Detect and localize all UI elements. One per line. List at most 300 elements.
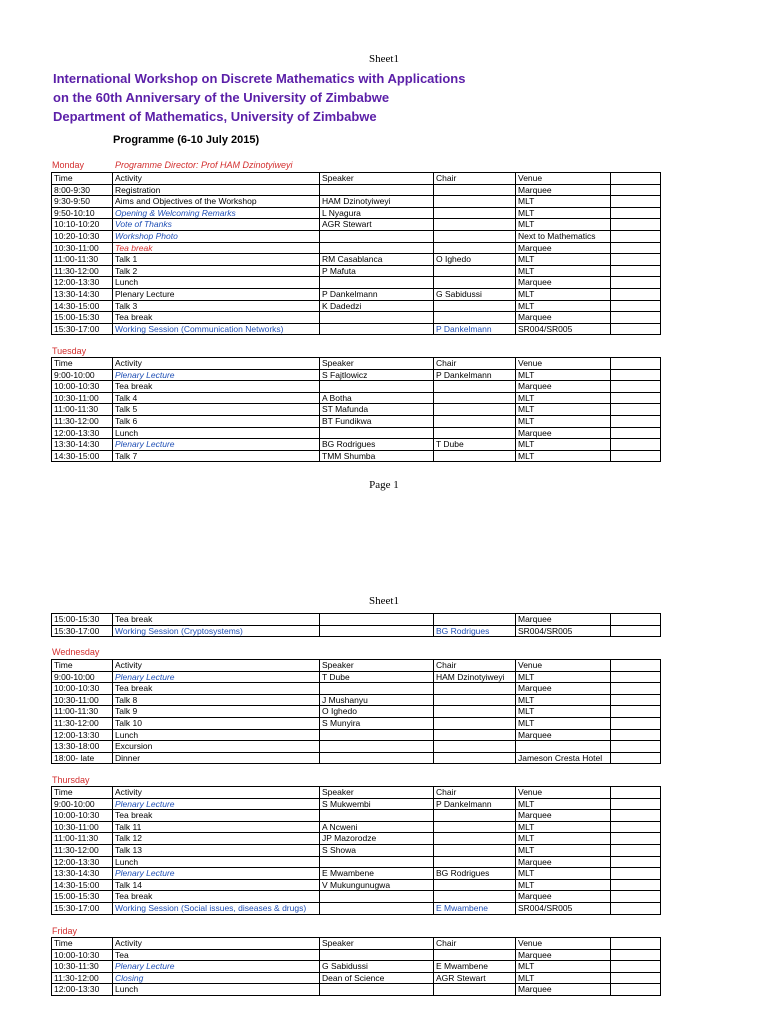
activity-cell: Excursion bbox=[113, 741, 320, 753]
tuesday-continued-table bbox=[51, 613, 661, 637]
time-cell: 11:30-12:00 bbox=[52, 972, 113, 984]
page-header: Sheet1 bbox=[369, 595, 399, 607]
chair-cell bbox=[434, 312, 516, 324]
extra-cell bbox=[611, 277, 661, 289]
extra-cell bbox=[611, 614, 661, 626]
speaker-cell bbox=[320, 242, 434, 254]
activity-cell: Tea break bbox=[113, 312, 320, 324]
chair-cell: O Ighedo bbox=[434, 254, 516, 266]
column-header: Activity bbox=[113, 358, 320, 370]
table-row bbox=[52, 288, 661, 300]
venue-cell: MLT bbox=[516, 439, 611, 451]
activity-cell: Vote of Thanks bbox=[113, 219, 320, 231]
venue-cell: MLT bbox=[516, 254, 611, 266]
time-cell: 9:50-10:10 bbox=[52, 207, 113, 219]
venue-cell: MLT bbox=[516, 415, 611, 427]
chair-cell bbox=[434, 810, 516, 822]
table-row bbox=[52, 439, 661, 451]
chair-cell bbox=[434, 891, 516, 903]
chair-cell: HAM Dzinotyiweyi bbox=[434, 671, 516, 683]
table-row bbox=[52, 404, 661, 416]
column-header: Speaker bbox=[320, 358, 434, 370]
speaker-cell bbox=[320, 856, 434, 868]
table-row bbox=[52, 625, 661, 637]
chair-cell: T Dube bbox=[434, 439, 516, 451]
extra-cell bbox=[611, 625, 661, 637]
chair-cell bbox=[434, 706, 516, 718]
time-cell: 10:30-11:00 bbox=[52, 821, 113, 833]
activity-cell: Workshop Photo bbox=[113, 230, 320, 242]
chair-cell bbox=[434, 230, 516, 242]
activity-cell: Plenary Lecture bbox=[113, 798, 320, 810]
chair-cell bbox=[434, 404, 516, 416]
chair-cell bbox=[434, 949, 516, 961]
column-header: Speaker bbox=[320, 938, 434, 950]
time-cell: 12:00-13:30 bbox=[52, 729, 113, 741]
time-cell: 10:30-11:30 bbox=[52, 961, 113, 973]
table-row bbox=[52, 949, 661, 961]
speaker-cell: S Fajtlowicz bbox=[320, 369, 434, 381]
chair-cell bbox=[434, 614, 516, 626]
activity-cell: Lunch bbox=[113, 277, 320, 289]
time-cell: 12:00-13:30 bbox=[52, 427, 113, 439]
extra-cell bbox=[611, 694, 661, 706]
table-row bbox=[52, 265, 661, 277]
chair-cell bbox=[434, 219, 516, 231]
venue-cell: Marquee bbox=[516, 984, 611, 996]
column-header: Venue bbox=[516, 173, 611, 185]
venue-cell: MLT bbox=[516, 879, 611, 891]
activity-cell: Lunch bbox=[113, 427, 320, 439]
extra-cell bbox=[611, 891, 661, 903]
extra-cell bbox=[611, 300, 661, 312]
speaker-cell: K Dadedzi bbox=[320, 300, 434, 312]
time-cell: 11:30-12:00 bbox=[52, 265, 113, 277]
column-header: Chair bbox=[434, 787, 516, 799]
chair-cell bbox=[434, 856, 516, 868]
activity-cell: Talk 4 bbox=[113, 392, 320, 404]
venue-cell: MLT bbox=[516, 821, 611, 833]
activity-cell: Talk 14 bbox=[113, 879, 320, 891]
extra-cell bbox=[611, 265, 661, 277]
table-row bbox=[52, 300, 661, 312]
venue-cell: Jameson Cresta Hotel bbox=[516, 752, 611, 764]
time-cell: 11:30-12:00 bbox=[52, 844, 113, 856]
thursday-heading: Thursday bbox=[52, 775, 90, 785]
extra-cell bbox=[611, 230, 661, 242]
table-row bbox=[52, 984, 661, 996]
activity-cell: Talk 12 bbox=[113, 833, 320, 845]
extra-cell bbox=[611, 207, 661, 219]
speaker-cell: RM Casablanca bbox=[320, 254, 434, 266]
table-row bbox=[52, 810, 661, 822]
column-header: Chair bbox=[434, 358, 516, 370]
speaker-cell: L Nyagura bbox=[320, 207, 434, 219]
table-row bbox=[52, 254, 661, 266]
time-cell: 10:00-10:30 bbox=[52, 810, 113, 822]
activity-cell: Talk 10 bbox=[113, 717, 320, 729]
table-header-row bbox=[52, 787, 661, 799]
table-row bbox=[52, 729, 661, 741]
chair-cell bbox=[434, 683, 516, 695]
time-cell: 12:00-13:30 bbox=[52, 277, 113, 289]
speaker-cell: A Ncweni bbox=[320, 821, 434, 833]
column-header: Activity bbox=[113, 787, 320, 799]
time-cell: 18:00- late bbox=[52, 752, 113, 764]
time-cell: 15:00-15:30 bbox=[52, 891, 113, 903]
chair-cell bbox=[434, 879, 516, 891]
extra-cell bbox=[611, 427, 661, 439]
speaker-cell bbox=[320, 683, 434, 695]
activity-cell: Registration bbox=[113, 184, 320, 196]
speaker-cell bbox=[320, 277, 434, 289]
extra-cell bbox=[611, 415, 661, 427]
speaker-cell: A Botha bbox=[320, 392, 434, 404]
chair-cell bbox=[434, 717, 516, 729]
table-row bbox=[52, 369, 661, 381]
table-header-row bbox=[52, 173, 661, 185]
page-footer: Page 1 bbox=[369, 479, 399, 491]
table-row bbox=[52, 694, 661, 706]
column-header: Venue bbox=[516, 660, 611, 672]
thursday-schedule-table bbox=[51, 786, 661, 915]
table-row bbox=[52, 196, 661, 208]
column-header: Time bbox=[52, 358, 113, 370]
chair-cell: E Mwambene bbox=[434, 902, 516, 914]
table-row bbox=[52, 427, 661, 439]
venue-cell: Marquee bbox=[516, 184, 611, 196]
column-header: Chair bbox=[434, 660, 516, 672]
table-row bbox=[52, 614, 661, 626]
chair-cell bbox=[434, 821, 516, 833]
table-row bbox=[52, 207, 661, 219]
extra-cell bbox=[611, 729, 661, 741]
venue-cell bbox=[516, 741, 611, 753]
time-cell: 10:30-11:00 bbox=[52, 694, 113, 706]
venue-cell: Marquee bbox=[516, 381, 611, 393]
activity-cell: Tea break bbox=[113, 683, 320, 695]
table-header-row bbox=[52, 358, 661, 370]
venue-cell: Marquee bbox=[516, 810, 611, 822]
programme-director: Programme Director: Prof HAM Dzinotyiweyi bbox=[115, 160, 293, 170]
activity-cell: Talk 13 bbox=[113, 844, 320, 856]
extra-cell bbox=[611, 242, 661, 254]
speaker-cell bbox=[320, 323, 434, 335]
chair-cell bbox=[434, 242, 516, 254]
column-header: Venue bbox=[516, 938, 611, 950]
activity-cell: Closing bbox=[113, 972, 320, 984]
venue-cell: MLT bbox=[516, 207, 611, 219]
table-row bbox=[52, 717, 661, 729]
column-header bbox=[611, 358, 661, 370]
extra-cell bbox=[611, 972, 661, 984]
table-row bbox=[52, 312, 661, 324]
speaker-cell: T Dube bbox=[320, 671, 434, 683]
speaker-cell bbox=[320, 625, 434, 637]
table-row bbox=[52, 879, 661, 891]
column-header: Speaker bbox=[320, 660, 434, 672]
extra-cell bbox=[611, 404, 661, 416]
column-header: Activity bbox=[113, 660, 320, 672]
time-cell: 9:00-10:00 bbox=[52, 671, 113, 683]
extra-cell bbox=[611, 683, 661, 695]
venue-cell: SR004/SR005 bbox=[516, 902, 611, 914]
speaker-cell bbox=[320, 184, 434, 196]
extra-cell bbox=[611, 984, 661, 996]
chair-cell: BG Rodrigues bbox=[434, 868, 516, 880]
extra-cell bbox=[611, 961, 661, 973]
speaker-cell bbox=[320, 729, 434, 741]
table-row bbox=[52, 242, 661, 254]
column-header bbox=[611, 787, 661, 799]
chair-cell bbox=[434, 984, 516, 996]
column-header bbox=[611, 660, 661, 672]
time-cell: 11:30-12:00 bbox=[52, 717, 113, 729]
activity-cell: Working Session (Cryptosystems) bbox=[113, 625, 320, 637]
activity-cell: Dinner bbox=[113, 752, 320, 764]
chair-cell: E Mwambene bbox=[434, 961, 516, 973]
time-cell: 12:00-13:30 bbox=[52, 984, 113, 996]
table-row bbox=[52, 230, 661, 242]
extra-cell bbox=[611, 856, 661, 868]
time-cell: 9:00-10:00 bbox=[52, 798, 113, 810]
speaker-cell bbox=[320, 810, 434, 822]
speaker-cell: HAM Dzinotyiweyi bbox=[320, 196, 434, 208]
time-cell: 13:30-14:30 bbox=[52, 868, 113, 880]
speaker-cell: JP Mazorodze bbox=[320, 833, 434, 845]
venue-cell: MLT bbox=[516, 219, 611, 231]
activity-cell: Talk 5 bbox=[113, 404, 320, 416]
extra-cell bbox=[611, 381, 661, 393]
time-cell: 12:00-13:30 bbox=[52, 856, 113, 868]
speaker-cell: AGR Stewart bbox=[320, 219, 434, 231]
friday-schedule-table bbox=[51, 937, 661, 996]
table-row bbox=[52, 381, 661, 393]
extra-cell bbox=[611, 717, 661, 729]
venue-cell: MLT bbox=[516, 694, 611, 706]
speaker-cell bbox=[320, 427, 434, 439]
monday-heading: Monday bbox=[52, 160, 85, 170]
speaker-cell bbox=[320, 984, 434, 996]
extra-cell bbox=[611, 949, 661, 961]
table-row bbox=[52, 671, 661, 683]
activity-cell: Plenary Lecture bbox=[113, 868, 320, 880]
extra-cell bbox=[611, 288, 661, 300]
chair-cell bbox=[434, 729, 516, 741]
venue-cell: MLT bbox=[516, 392, 611, 404]
column-header: Time bbox=[52, 173, 113, 185]
speaker-cell bbox=[320, 891, 434, 903]
extra-cell bbox=[611, 312, 661, 324]
extra-cell bbox=[611, 439, 661, 451]
extra-cell bbox=[611, 821, 661, 833]
venue-cell: Marquee bbox=[516, 949, 611, 961]
chair-cell bbox=[434, 184, 516, 196]
column-header bbox=[611, 173, 661, 185]
extra-cell bbox=[611, 184, 661, 196]
speaker-cell bbox=[320, 741, 434, 753]
speaker-cell: G Sabidussi bbox=[320, 961, 434, 973]
activity-cell: Tea break bbox=[113, 891, 320, 903]
time-cell: 8:00-9:30 bbox=[52, 184, 113, 196]
venue-cell: MLT bbox=[516, 961, 611, 973]
activity-cell: Lunch bbox=[113, 856, 320, 868]
activity-cell: Lunch bbox=[113, 984, 320, 996]
extra-cell bbox=[611, 369, 661, 381]
venue-cell: Marquee bbox=[516, 891, 611, 903]
extra-cell bbox=[611, 798, 661, 810]
venue-cell: MLT bbox=[516, 265, 611, 277]
venue-cell: MLT bbox=[516, 798, 611, 810]
time-cell: 10:00-10:30 bbox=[52, 683, 113, 695]
activity-cell: Talk 3 bbox=[113, 300, 320, 312]
column-header: Activity bbox=[113, 938, 320, 950]
activity-cell: Plenary Lecture bbox=[113, 671, 320, 683]
column-header: Speaker bbox=[320, 173, 434, 185]
activity-cell: Plenary Lecture bbox=[113, 439, 320, 451]
time-cell: 10:10-10:20 bbox=[52, 219, 113, 231]
activity-cell: Working Session (Communication Networks) bbox=[113, 323, 320, 335]
table-row bbox=[52, 219, 661, 231]
venue-cell: MLT bbox=[516, 671, 611, 683]
speaker-cell: J Mushanyu bbox=[320, 694, 434, 706]
time-cell: 11:00-11:30 bbox=[52, 833, 113, 845]
extra-cell bbox=[611, 902, 661, 914]
activity-cell: Plenary Lecture bbox=[113, 369, 320, 381]
time-cell: 13:30-18:00 bbox=[52, 741, 113, 753]
column-header bbox=[611, 938, 661, 950]
activity-cell: Working Session (Social issues, diseases & drugs) bbox=[113, 902, 320, 914]
chair-cell bbox=[434, 450, 516, 462]
extra-cell bbox=[611, 219, 661, 231]
venue-cell: Marquee bbox=[516, 277, 611, 289]
time-cell: 11:00-11:30 bbox=[52, 706, 113, 718]
time-cell: 14:30-15:00 bbox=[52, 879, 113, 891]
activity-cell: Talk 11 bbox=[113, 821, 320, 833]
time-cell: 9:00-10:00 bbox=[52, 369, 113, 381]
extra-cell bbox=[611, 671, 661, 683]
extra-cell bbox=[611, 323, 661, 335]
venue-cell: SR004/SR005 bbox=[516, 323, 611, 335]
table-row bbox=[52, 392, 661, 404]
activity-cell: Talk 9 bbox=[113, 706, 320, 718]
speaker-cell bbox=[320, 752, 434, 764]
extra-cell bbox=[611, 450, 661, 462]
column-header: Activity bbox=[113, 173, 320, 185]
time-cell: 11:30-12:00 bbox=[52, 415, 113, 427]
extra-cell bbox=[611, 196, 661, 208]
table-row bbox=[52, 415, 661, 427]
chair-cell bbox=[434, 381, 516, 393]
table-row bbox=[52, 706, 661, 718]
venue-cell: MLT bbox=[516, 972, 611, 984]
activity-cell: Tea break bbox=[113, 381, 320, 393]
time-cell: 11:00-11:30 bbox=[52, 254, 113, 266]
extra-cell bbox=[611, 752, 661, 764]
chair-cell bbox=[434, 833, 516, 845]
activity-cell: Talk 7 bbox=[113, 450, 320, 462]
chair-cell bbox=[434, 265, 516, 277]
extra-cell bbox=[611, 392, 661, 404]
speaker-cell bbox=[320, 381, 434, 393]
venue-cell: Marquee bbox=[516, 427, 611, 439]
speaker-cell: S Munyira bbox=[320, 717, 434, 729]
column-header: Speaker bbox=[320, 787, 434, 799]
table-row bbox=[52, 323, 661, 335]
table-row bbox=[52, 741, 661, 753]
chair-cell bbox=[434, 392, 516, 404]
activity-cell: Tea break bbox=[113, 242, 320, 254]
table-row bbox=[52, 844, 661, 856]
speaker-cell bbox=[320, 902, 434, 914]
time-cell: 10:20-10:30 bbox=[52, 230, 113, 242]
table-row bbox=[52, 184, 661, 196]
venue-cell: MLT bbox=[516, 717, 611, 729]
column-header: Time bbox=[52, 938, 113, 950]
programme-heading: Programme (6-10 July 2015) bbox=[113, 134, 260, 146]
speaker-cell: S Mukwembi bbox=[320, 798, 434, 810]
table-row bbox=[52, 683, 661, 695]
activity-cell: Talk 8 bbox=[113, 694, 320, 706]
venue-cell: Marquee bbox=[516, 856, 611, 868]
column-header: Time bbox=[52, 660, 113, 672]
speaker-cell: V Mukungunugwa bbox=[320, 879, 434, 891]
venue-cell: Marquee bbox=[516, 614, 611, 626]
activity-cell: Talk 1 bbox=[113, 254, 320, 266]
activity-cell: Tea break bbox=[113, 810, 320, 822]
time-cell: 11:00-11:30 bbox=[52, 404, 113, 416]
chair-cell bbox=[434, 844, 516, 856]
activity-cell: Talk 2 bbox=[113, 265, 320, 277]
time-cell: 13:30-14:30 bbox=[52, 439, 113, 451]
speaker-cell bbox=[320, 312, 434, 324]
time-cell: 14:30-15:00 bbox=[52, 300, 113, 312]
table-header-row bbox=[52, 660, 661, 672]
column-header: Chair bbox=[434, 938, 516, 950]
venue-cell: MLT bbox=[516, 868, 611, 880]
activity-cell: Plenary Lecture bbox=[113, 961, 320, 973]
speaker-cell bbox=[320, 614, 434, 626]
chair-cell bbox=[434, 741, 516, 753]
table-row bbox=[52, 821, 661, 833]
extra-cell bbox=[611, 254, 661, 266]
time-cell: 15:30-17:00 bbox=[52, 902, 113, 914]
speaker-cell: ST Mafunda bbox=[320, 404, 434, 416]
chair-cell bbox=[434, 415, 516, 427]
table-row bbox=[52, 891, 661, 903]
workshop-title-line-1: International Workshop on Discrete Mathematics with Applications bbox=[53, 71, 466, 86]
column-header: Chair bbox=[434, 173, 516, 185]
speaker-cell: O Ighedo bbox=[320, 706, 434, 718]
speaker-cell: E Mwambene bbox=[320, 868, 434, 880]
extra-cell bbox=[611, 844, 661, 856]
extra-cell bbox=[611, 706, 661, 718]
venue-cell: Marquee bbox=[516, 729, 611, 741]
tuesday-schedule-table bbox=[51, 357, 661, 462]
chair-cell bbox=[434, 277, 516, 289]
chair-cell: P Dankelmann bbox=[434, 323, 516, 335]
venue-cell: MLT bbox=[516, 450, 611, 462]
wednesday-heading: Wednesday bbox=[52, 647, 100, 657]
time-cell: 10:30-11:00 bbox=[52, 242, 113, 254]
speaker-cell: BG Rodrigues bbox=[320, 439, 434, 451]
venue-cell: MLT bbox=[516, 833, 611, 845]
chair-cell: P Dankelmann bbox=[434, 369, 516, 381]
speaker-cell: BT Fundikwa bbox=[320, 415, 434, 427]
table-row bbox=[52, 961, 661, 973]
table-header-row bbox=[52, 938, 661, 950]
activity-cell: Plenary Lecture bbox=[113, 288, 320, 300]
